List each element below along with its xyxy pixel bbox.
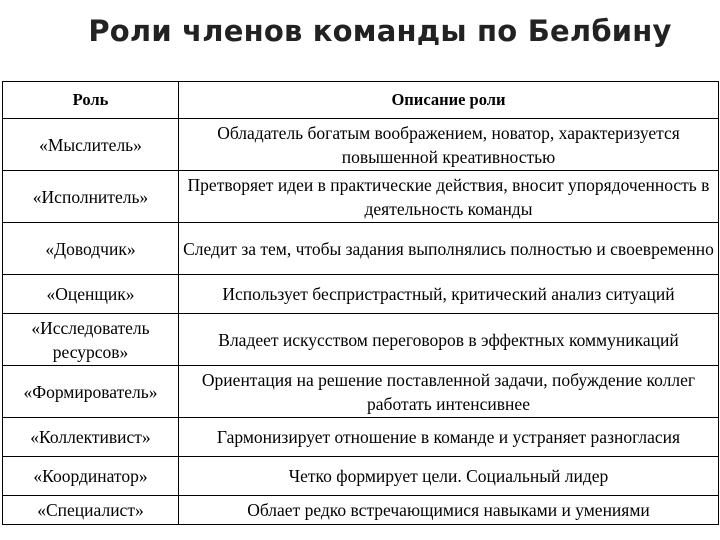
role-cell: «Коллективист» bbox=[3, 418, 179, 457]
description-cell: Гармонизирует отношение в команде и устраняет разногласия bbox=[179, 418, 719, 457]
description-cell: Ориентация на решение поставленной задачи, побуждение коллег работать интенсивнее bbox=[179, 366, 719, 418]
description-cell: Следит за тем, чтобы задания выполнялись полностью и своевременно bbox=[179, 223, 719, 275]
table-row bbox=[3, 418, 719, 457]
table-row bbox=[3, 366, 719, 418]
page-title: Роли членов команды по Белбину bbox=[88, 14, 672, 48]
table-row bbox=[3, 119, 719, 171]
belbin-roles-table bbox=[2, 81, 719, 525]
column-header-role: Роль bbox=[3, 82, 179, 119]
table-row bbox=[3, 275, 719, 314]
role-cell: «Мыслитель» bbox=[3, 119, 179, 171]
role-cell: «Формирователь» bbox=[3, 366, 179, 418]
table-row bbox=[3, 457, 719, 496]
column-header-description: Описание роли bbox=[179, 82, 719, 119]
role-cell: «Исполнитель» bbox=[3, 171, 179, 223]
role-cell: «Оценщик» bbox=[3, 275, 179, 314]
role-cell: «Координатор» bbox=[3, 457, 179, 496]
description-cell: Владеет искусством переговоров в эффектных коммуникаций bbox=[179, 314, 719, 366]
table-row bbox=[3, 496, 719, 525]
description-cell: Претворяет идеи в практические действия, вносит упорядоченность в деятельность команды bbox=[179, 171, 719, 223]
table-row bbox=[3, 171, 719, 223]
description-cell: Использует беспристрастный, критический анализ ситуаций bbox=[179, 275, 719, 314]
description-cell: Облает редко встречающимися навыками и умениями bbox=[179, 496, 719, 525]
role-cell: «Специалист» bbox=[3, 496, 179, 525]
role-cell: «Исследователь ресурсов» bbox=[3, 314, 179, 366]
description-cell: Четко формирует цели. Социальный лидер bbox=[179, 457, 719, 496]
description-cell: Обладатель богатым воображением, новатор, характеризуется повышенной креативностью bbox=[179, 119, 719, 171]
table-row bbox=[3, 223, 719, 275]
table-header-row bbox=[3, 82, 719, 119]
role-cell: «Доводчик» bbox=[3, 223, 179, 275]
table-row bbox=[3, 314, 719, 366]
